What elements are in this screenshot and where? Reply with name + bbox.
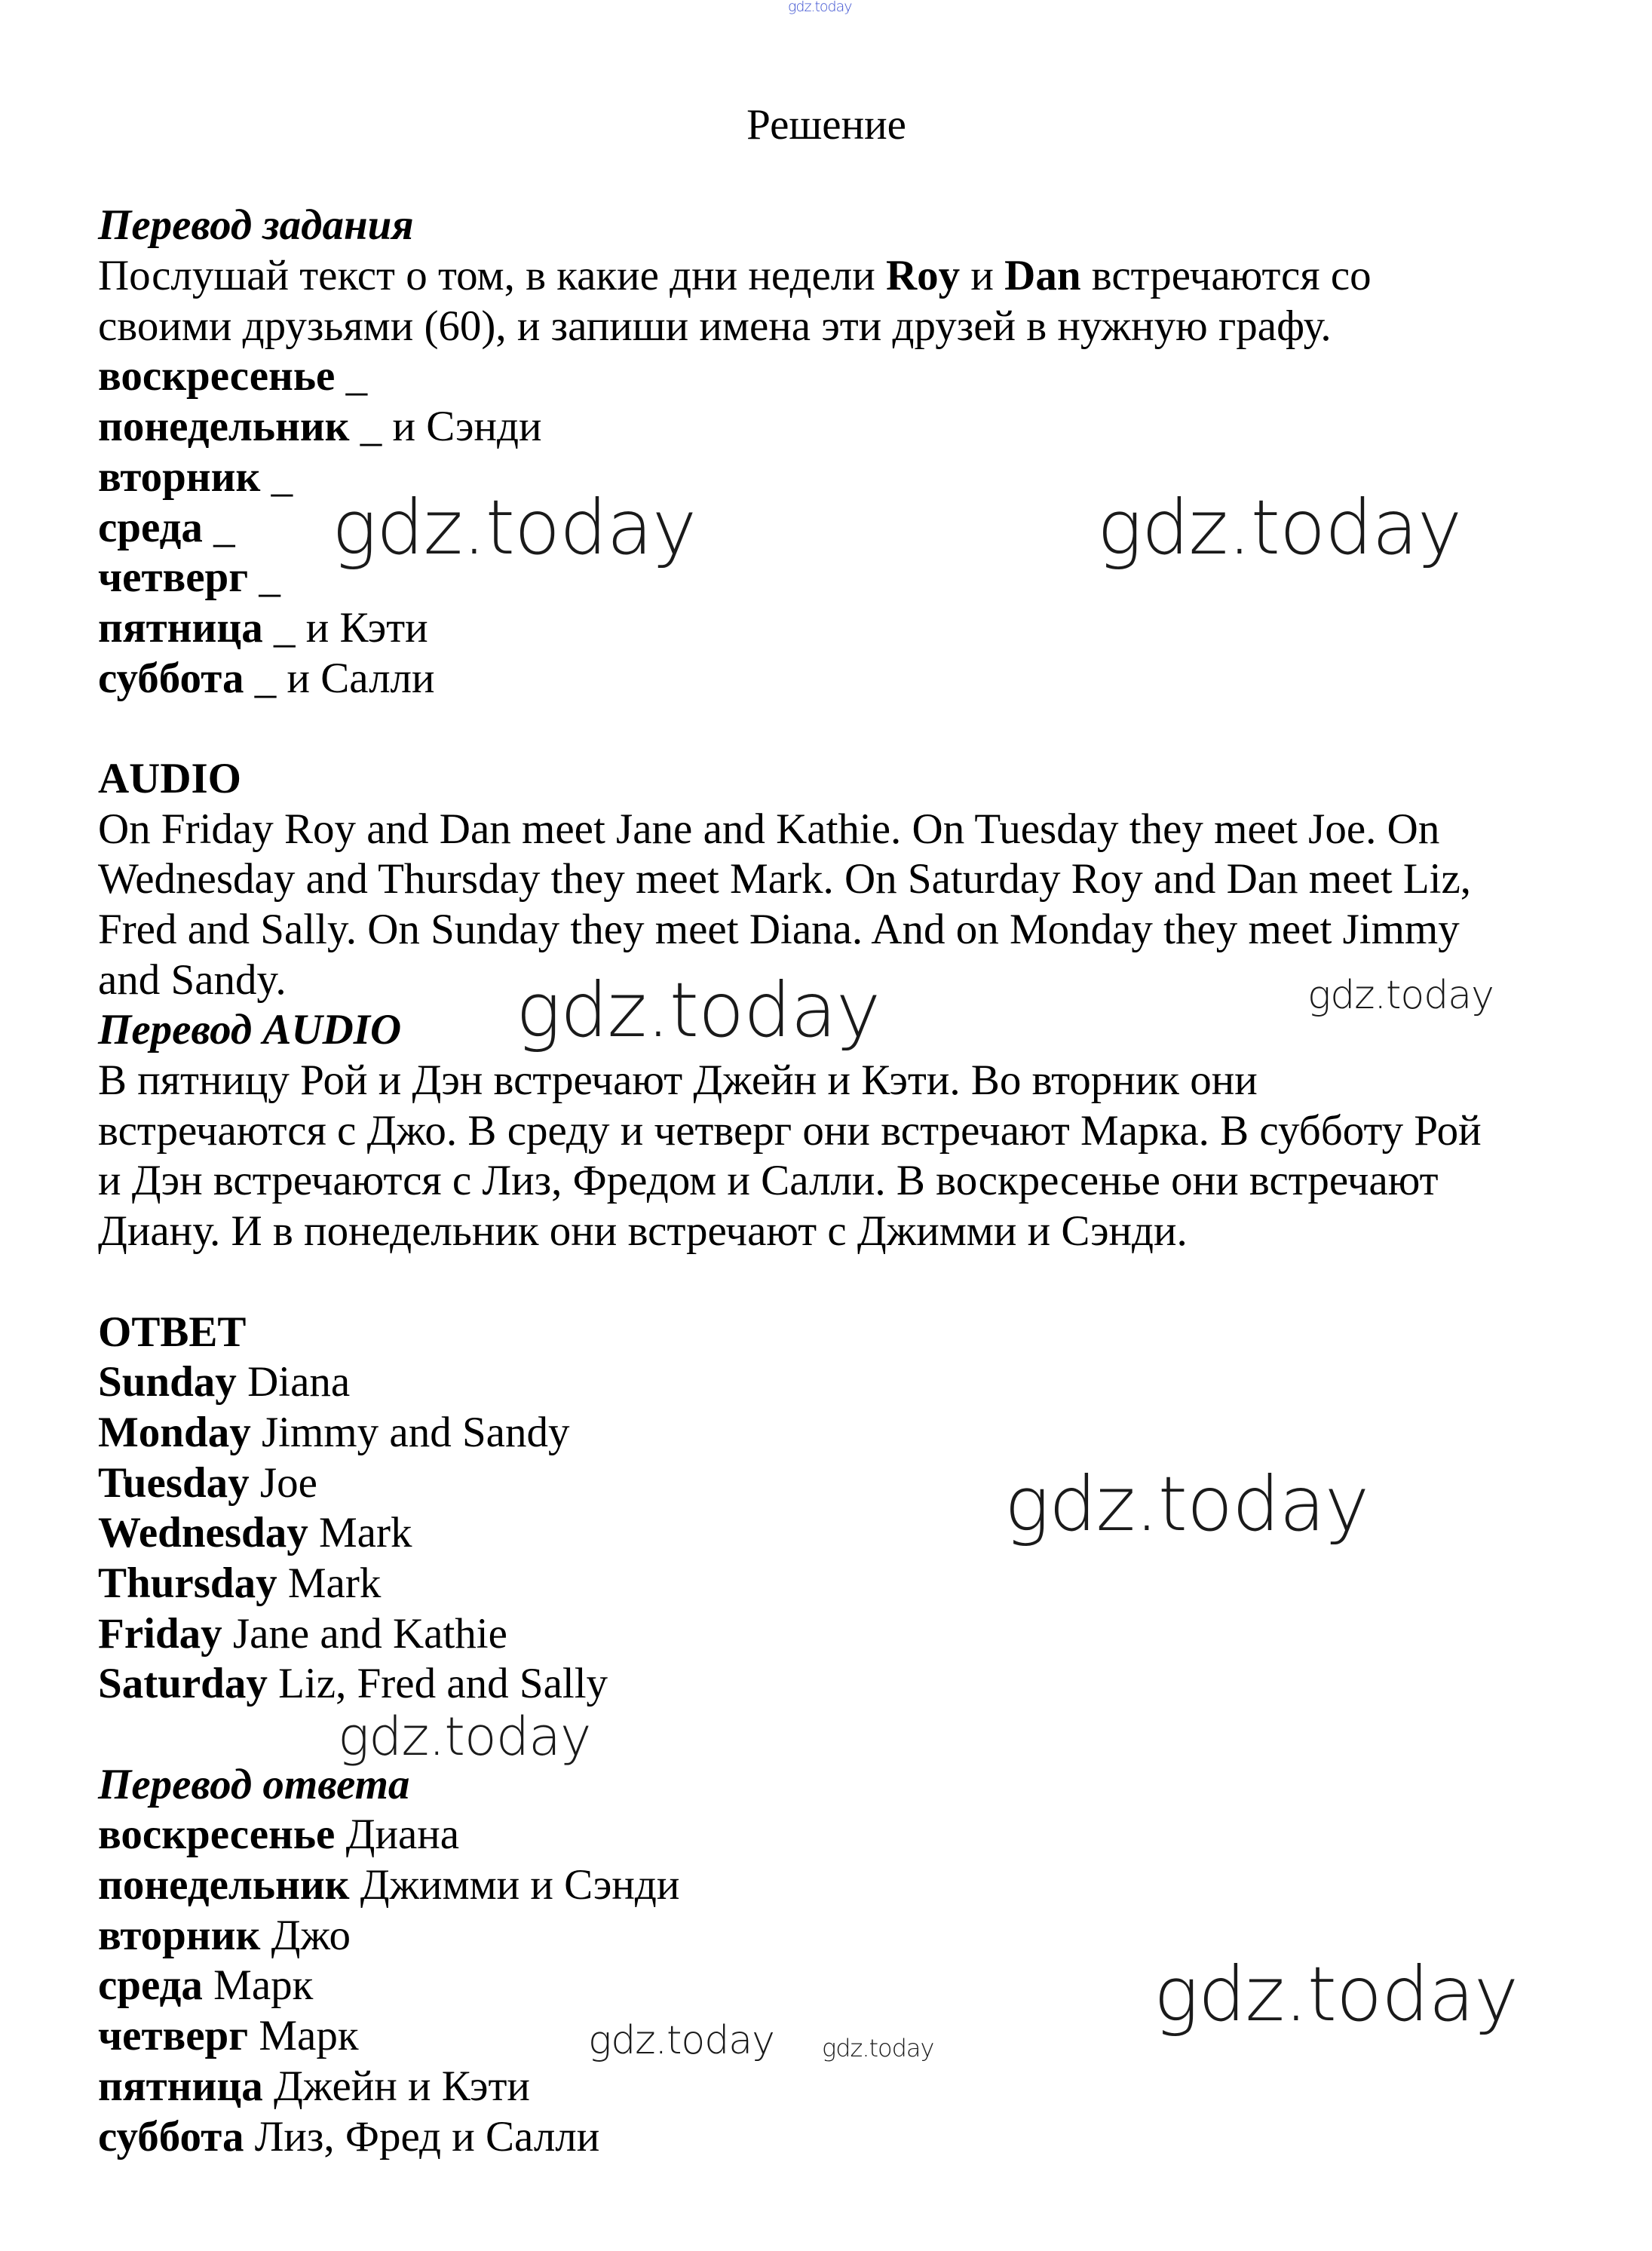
task-heading: Перевод задания (98, 201, 414, 250)
day-row (98, 1860, 1576, 1911)
spacer (98, 1710, 1576, 1760)
text-line: В пятницу Рой и Дэн встречают Джейн и Кэти. Во вторник они (98, 1056, 1258, 1105)
watermark: gdz.today (788, 0, 852, 15)
day-value: Liz, Fred and Sally (267, 1660, 608, 1708)
day-row (98, 2062, 1576, 2112)
day-value: _ и Кэти (262, 603, 428, 652)
text-line: Wednesday and Thursday they meet Mark. On Saturday Roy and Dan meet Liz, (98, 855, 1472, 903)
day-label: пятница (98, 603, 263, 652)
day-value: _ (248, 554, 280, 602)
text-line: встречаются с Джо. В среду и четверг они встречают Марка. В субботу Рой (98, 1106, 1482, 1155)
day-value: Джейн и Кэти (262, 2062, 530, 2110)
audio-translation-text (98, 1056, 1576, 1257)
day-value: Jimmy and Sandy (250, 1408, 570, 1456)
day-value: _ и Сэнди (349, 403, 542, 451)
spacer (98, 1257, 1576, 1308)
day-row (98, 351, 1576, 402)
day-value: Марк (248, 2012, 359, 2060)
text-line: и Дэн встречаются с Лиз, Фредом и Салли. В воскресенье они встречают (98, 1157, 1439, 1205)
day-label: среда (98, 1961, 203, 2010)
day-label: четверг (98, 554, 249, 602)
watermark: gdz.today (332, 483, 697, 572)
day-row (98, 603, 1576, 654)
text-line: Fred and Sally. On Sunday they meet Diana. And on Monday they meet Jimmy (98, 906, 1460, 953)
day-label: вторник (98, 1911, 261, 1959)
answer-translation-heading: Перевод ответа (98, 1760, 410, 1808)
watermark: gdz.today (516, 966, 881, 1054)
day-row (98, 402, 1576, 452)
document-body (98, 100, 1576, 2162)
day-label: воскресенье (98, 352, 336, 400)
page-title: Решение (746, 101, 906, 149)
day-label: Saturday (98, 1660, 268, 1708)
day-value: Diana (236, 1358, 351, 1406)
text-line: On Friday Roy and Dan meet Jane and Kathie. On Tuesday they meet Joe. On (98, 805, 1440, 853)
text: и (960, 252, 1005, 300)
name-roy: Roy (885, 252, 961, 300)
day-row (98, 1357, 1576, 1408)
name-dan: Dan (1004, 252, 1081, 300)
watermark: gdz.today (1097, 483, 1462, 572)
day-row (98, 1659, 1576, 1710)
day-row (98, 1559, 1576, 1609)
day-label: Monday (98, 1408, 251, 1456)
day-row (98, 2112, 1576, 2163)
day-label: воскресенье (98, 1811, 336, 1859)
watermark: gdz.today (822, 2034, 934, 2062)
day-label: Thursday (98, 1559, 277, 1607)
audio-heading: AUDIO (98, 754, 242, 802)
text-line: Диану. И в понедельник они встречают с Джимми и Сэнди. (98, 1207, 1188, 1256)
watermark: gdz.today (1307, 973, 1494, 1018)
task-line: своими друзьями (60), и запиши имена эти друзей в нужную графу. (98, 302, 1332, 350)
day-value: Джимми и Сэнди (349, 1861, 680, 1909)
day-label: пятница (98, 2062, 263, 2110)
day-value: Марк (202, 1961, 314, 2010)
text: Послушай текст о том, в какие дни недели (98, 252, 886, 300)
day-value: Mark (277, 1559, 382, 1607)
day-label: среда (98, 503, 203, 551)
audio-translation-heading: Перевод AUDIO (98, 1006, 402, 1054)
day-value: Joe (249, 1458, 317, 1507)
day-value: _ и Салли (244, 654, 435, 702)
day-label: суббота (98, 654, 244, 702)
day-label: Sunday (98, 1358, 237, 1406)
day-label: вторник (98, 452, 261, 501)
day-label: понедельник (98, 403, 350, 451)
day-label: суббота (98, 2112, 244, 2161)
watermark: gdz.today (588, 2018, 774, 2063)
text-line: and Sandy. (98, 955, 287, 1004)
day-row (98, 654, 1576, 704)
text: встречаются со (1080, 252, 1372, 300)
answer-heading: ОТВЕТ (98, 1308, 247, 1356)
day-value: Джо (260, 1911, 351, 1959)
day-label: четверг (98, 2012, 249, 2060)
day-value: _ (202, 503, 235, 551)
day-label: понедельник (98, 1861, 350, 1909)
day-row (98, 1609, 1576, 1660)
watermark: gdz.today (1154, 1950, 1519, 2038)
day-row (98, 1408, 1576, 1458)
day-value: Лиз, Фред и Салли (244, 2112, 600, 2161)
day-value: _ (260, 452, 293, 501)
day-value: Jane and Kathie (222, 1609, 507, 1658)
spacer (98, 151, 1576, 201)
day-value: Mark (308, 1509, 412, 1557)
day-value: _ (335, 352, 368, 400)
day-value: Диана (335, 1811, 460, 1859)
day-label: Tuesday (98, 1458, 250, 1507)
spacer (98, 704, 1576, 754)
day-label: Friday (98, 1609, 222, 1658)
watermark: gdz.today (1004, 1460, 1369, 1548)
task-line (98, 251, 1576, 302)
day-row (98, 1810, 1576, 1860)
day-label: Wednesday (98, 1509, 308, 1557)
watermark: gdz.today (338, 1706, 591, 1768)
